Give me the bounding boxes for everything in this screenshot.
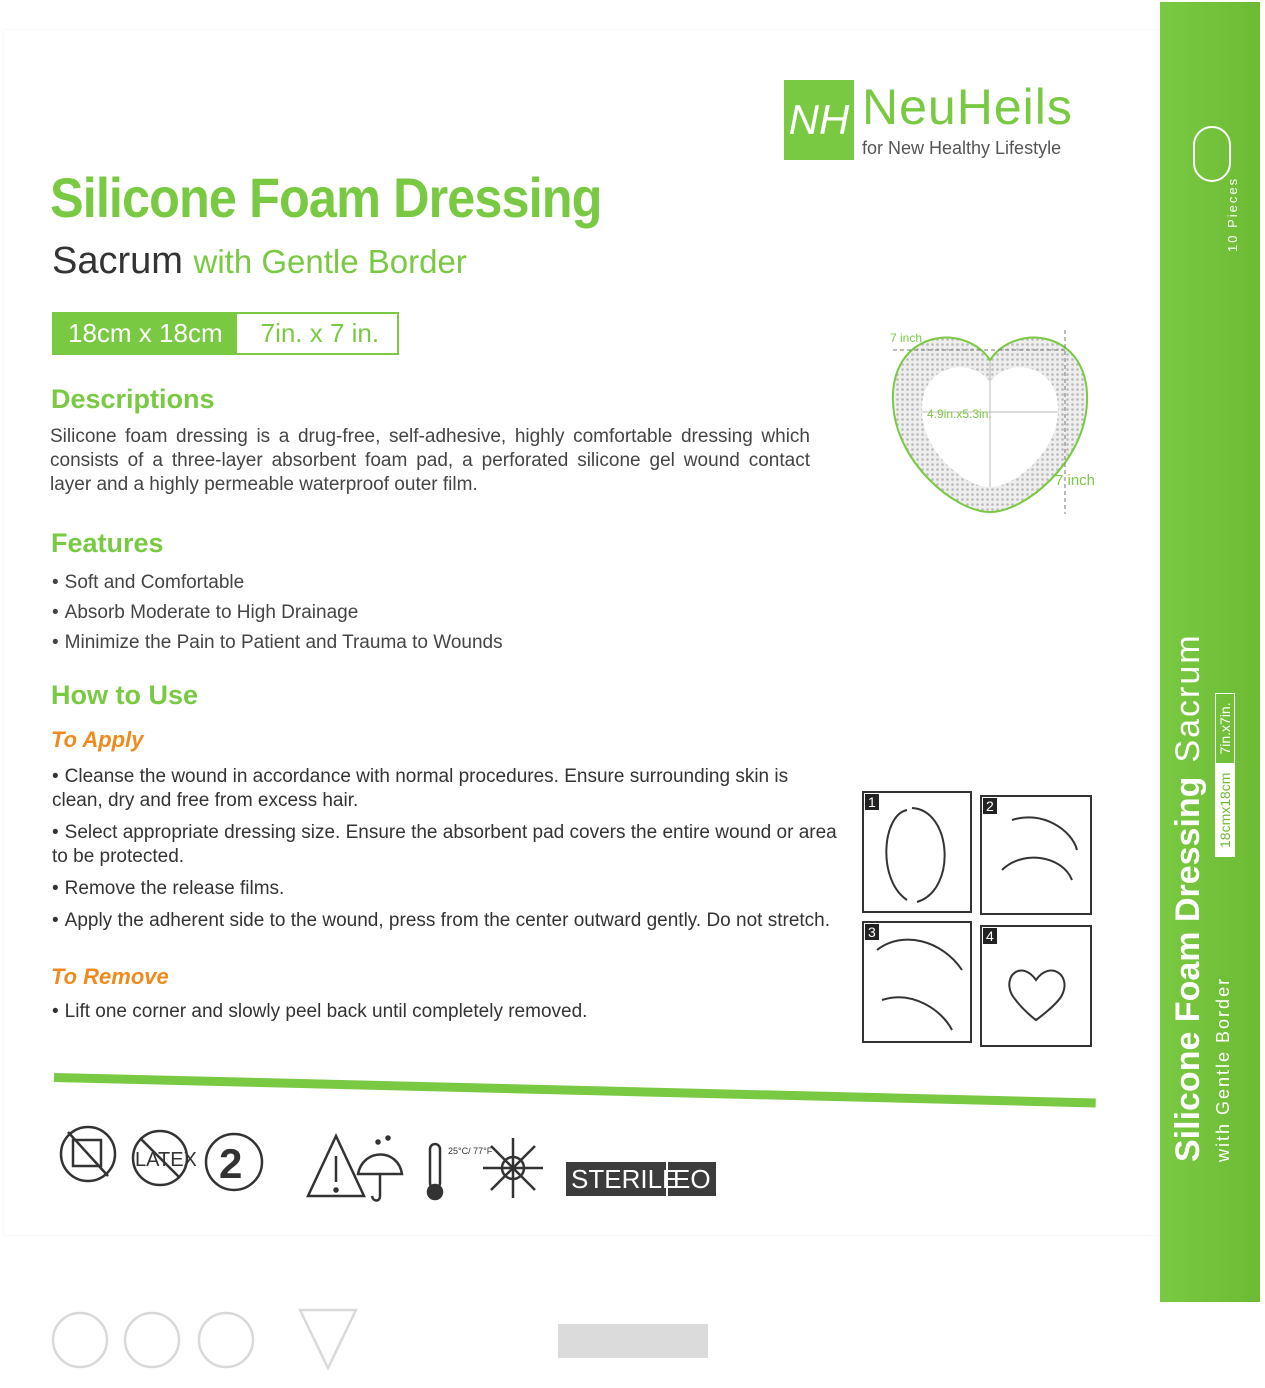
side-pieces-count: 10 Pieces <box>1225 176 1240 252</box>
dressing-diagram <box>885 322 1095 522</box>
side-size-in: 7in.x7in. <box>1215 693 1235 763</box>
svg-text:25°C/ 77°F: 25°C/ 77°F <box>448 1146 493 1156</box>
subtitle-main: Sacrum <box>52 240 183 282</box>
keep-away-from-sunlight-icon <box>483 1138 543 1198</box>
side-subtitle: with Gentle Border <box>1213 976 1233 1162</box>
features-heading: Features <box>51 528 164 558</box>
brand-logo <box>784 80 1073 160</box>
svg-text:2: 2 <box>219 1140 243 1187</box>
apply-step: • Cleanse the wound in accordance with normal procedures. Ensure surrounding skin is clean, dry and free from excess hair. <box>52 765 842 813</box>
side-title: Silicone Foam DressingSacrum <box>1169 633 1207 1162</box>
keep-dry-icon <box>358 1137 402 1201</box>
product-title: Silicone Foam Dressing <box>50 166 602 229</box>
diagram-inner-label: 4.9in.x5.3in. <box>927 407 992 421</box>
diagram-top-label: 7 inch <box>890 331 923 345</box>
apply-step: • Remove the release films. <box>52 877 842 901</box>
sterile-eo-badge <box>566 1162 716 1196</box>
size-in: 7in. x 7 in. <box>260 318 380 348</box>
temperature-limit-icon <box>428 1144 493 1199</box>
feature-item: • Minimize the Pain to Patient and Trauma to Wounds <box>52 628 503 658</box>
box-side-panel <box>1160 2 1260 1302</box>
descriptions-heading: Descriptions <box>51 384 215 414</box>
side-title-variant: Sacrum <box>1169 633 1207 763</box>
apply-steps-list <box>52 765 842 941</box>
apply-heading: To Apply <box>51 727 144 752</box>
how-to-use-heading: How to Use <box>51 680 199 710</box>
latex-free-icon <box>133 1131 197 1185</box>
diagram-side-label: 7 inch <box>1055 472 1095 489</box>
instruction-illustrations <box>862 790 1094 1052</box>
remove-steps-list <box>52 1000 752 1032</box>
size-badge <box>52 312 399 355</box>
side-size-cm: 18cmx18cm <box>1215 764 1235 857</box>
brand-name: NeuHeils <box>862 79 1073 135</box>
side-panel-text <box>1165 52 1255 1252</box>
caution-icon <box>308 1136 364 1196</box>
product-subtitle <box>52 240 467 283</box>
feature-item: • Absorb Moderate to High Drainage <box>52 598 503 628</box>
apply-step: • Select appropriate dressing size. Ensure the absorbent pad covers the entire wound or area to be protected. <box>52 821 842 869</box>
remove-step: • Lift one corner and slowly peel back until completely removed. <box>52 1000 752 1024</box>
step-number: 3 <box>868 924 876 940</box>
apply-step: • Apply the adherent side to the wound, press from the center outward gently. Do not stretch. <box>52 909 842 933</box>
svg-text:EO: EO <box>673 1164 711 1194</box>
features-list <box>52 568 503 658</box>
single-use-icon <box>206 1134 262 1190</box>
box-reflection <box>50 1300 720 1380</box>
brand-mark: NH <box>784 80 854 160</box>
svg-text:STERILE: STERILE <box>571 1164 680 1194</box>
descriptions-text: Silicone foam dressing is a drug-free, self-adhesive, highly comfortable dressing which consists of a three-layer absorbent foam pad, a perforated silicone gel wound contact layer and a highly permeable waterproof outer film. <box>50 426 810 495</box>
brand-tagline: for New Healthy Lifestyle <box>862 138 1062 158</box>
no-damaged-package-icon <box>61 1127 115 1181</box>
side-logo-icon <box>1193 126 1231 182</box>
remove-heading: To Remove <box>51 964 169 989</box>
step-number: 1 <box>868 794 876 810</box>
svg-text:LATEX: LATEX <box>135 1149 197 1171</box>
size-cm: 18cm x 18cm <box>54 314 237 353</box>
step-number: 2 <box>986 798 994 814</box>
step-number: 4 <box>986 928 994 944</box>
side-size-label <box>1215 693 1235 857</box>
feature-item: • Soft and Comfortable <box>52 568 503 598</box>
subtitle-rest: with Gentle Border <box>193 243 467 280</box>
symbol-row <box>58 1118 728 1208</box>
